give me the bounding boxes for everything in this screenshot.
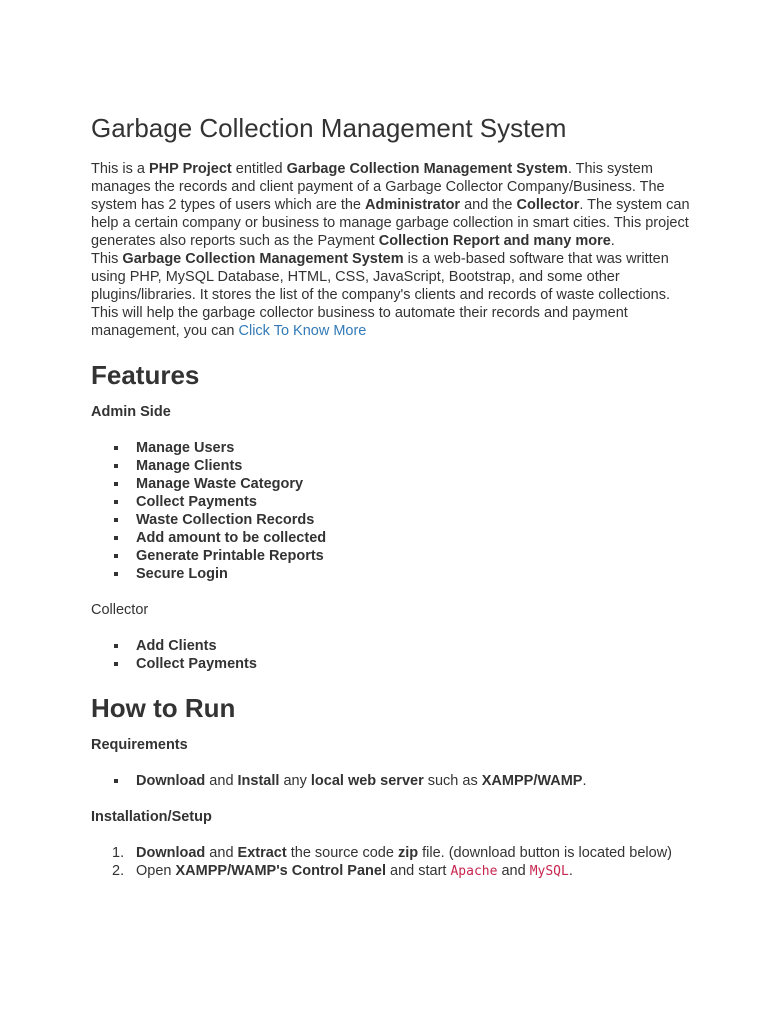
step-text: and <box>205 845 238 861</box>
square-bullet-icon <box>114 536 118 540</box>
list-item <box>136 511 691 529</box>
requirements-list <box>91 772 691 790</box>
step-number: 1. <box>112 845 125 861</box>
square-bullet-icon <box>114 779 118 783</box>
square-bullet-icon <box>114 500 118 504</box>
list-item-label: Add amount to be collected <box>136 530 327 546</box>
step-text: Open <box>136 863 176 879</box>
step-text: and <box>497 863 530 879</box>
req-text: and <box>205 773 238 789</box>
req-bold: local web server <box>310 773 424 789</box>
how-to-run-heading: How to Run <box>91 693 236 723</box>
intro-paragraph-2 <box>91 250 691 340</box>
intro-bold: Garbage Collection Management System <box>122 251 404 267</box>
list-item <box>136 655 691 673</box>
req-text: . <box>582 773 587 789</box>
intro-text: is a web-based software that was written using PHP, MySQL Database, HTML, CSS, JavaScript, Bootstrap, and some other plugins/libraries. It stores the list of the company's clients and records of waste collections. This will help the garbage collector business to automate their records and payment management, you can <box>91 251 671 339</box>
list-item <box>136 457 691 475</box>
req-text: such as <box>423 773 482 789</box>
requirements-heading: Requirements <box>91 737 188 753</box>
page-title: Garbage Collection Management System <box>91 113 567 143</box>
square-bullet-icon <box>114 446 118 450</box>
intro-bold: Garbage Collection Management System <box>286 161 568 177</box>
intro-bold: Administrator <box>365 197 461 213</box>
inline-code: Apache <box>450 864 498 879</box>
list-item <box>136 439 691 457</box>
list-item <box>136 475 691 493</box>
list-item-label: Add Clients <box>136 638 217 654</box>
intro-bold: Collection Report and many more <box>378 233 611 249</box>
list-item-label: Collect Payments <box>136 494 257 510</box>
list-item-label: Waste Collection Records <box>136 512 315 528</box>
square-bullet-icon <box>114 572 118 576</box>
step-bold: Download <box>136 845 206 861</box>
intro-text: This is a <box>91 161 150 177</box>
list-item <box>136 547 691 565</box>
list-item <box>136 637 691 655</box>
square-bullet-icon <box>114 464 118 468</box>
list-item <box>136 772 691 790</box>
admin-side-heading: Admin Side <box>91 404 171 420</box>
list-item-label: Manage Users <box>136 440 235 456</box>
step-text: and start <box>386 863 451 879</box>
list-item <box>136 529 691 547</box>
req-bold: XAMPP/WAMP <box>481 773 583 789</box>
intro-paragraph-1 <box>91 160 691 250</box>
step-text: file. (download button is located below) <box>418 845 672 861</box>
square-bullet-icon <box>114 482 118 486</box>
collector-features-list <box>91 637 691 673</box>
setup-steps-list <box>91 844 691 881</box>
req-text: any <box>279 773 311 789</box>
step-bold: Extract <box>237 845 287 861</box>
article-content <box>91 112 691 881</box>
square-bullet-icon <box>114 644 118 648</box>
intro-text: and the <box>460 197 517 213</box>
list-item-label: Manage Clients <box>136 458 243 474</box>
req-bold: Install <box>237 773 280 789</box>
click-to-know-more-link[interactable]: Click To Know More <box>238 323 367 339</box>
step-text: the source code <box>286 845 398 861</box>
installation-setup-heading: Installation/Setup <box>91 809 212 825</box>
square-bullet-icon <box>114 662 118 666</box>
req-bold: Download <box>136 773 206 789</box>
intro-text: This <box>91 251 123 267</box>
intro-text: . The system can help a certain company or business to manage garbage collection in smart cities. This project generates also reports such as the Payment <box>91 197 690 249</box>
intro-text: . This system manages the records and client payment of a Garbage Collector Company/Business. The system has 2 types of users which are the <box>91 161 665 213</box>
intro-bold: PHP Project <box>149 161 232 177</box>
intro-text: . <box>610 233 615 249</box>
list-item-label: Secure Login <box>136 566 228 582</box>
square-bullet-icon <box>114 518 118 522</box>
step-text: . <box>568 863 573 879</box>
step-bold: zip <box>397 845 419 861</box>
list-item <box>112 844 691 862</box>
features-heading: Features <box>91 360 200 390</box>
square-bullet-icon <box>114 554 118 558</box>
intro-bold: Collector <box>516 197 580 213</box>
list-item-label: Generate Printable Reports <box>136 548 324 564</box>
intro-text: entitled <box>231 161 287 177</box>
list-item <box>136 493 691 511</box>
admin-features-list <box>91 439 691 583</box>
list-item-label: Manage Waste Category <box>136 476 304 492</box>
inline-code: MySQL <box>529 864 569 879</box>
list-item-label: Collect Payments <box>136 656 257 672</box>
collector-heading: Collector <box>91 602 149 618</box>
step-number: 2. <box>112 863 125 879</box>
list-item <box>112 862 691 881</box>
step-bold: XAMPP/WAMP's Control Panel <box>175 863 386 879</box>
list-item <box>136 565 691 583</box>
